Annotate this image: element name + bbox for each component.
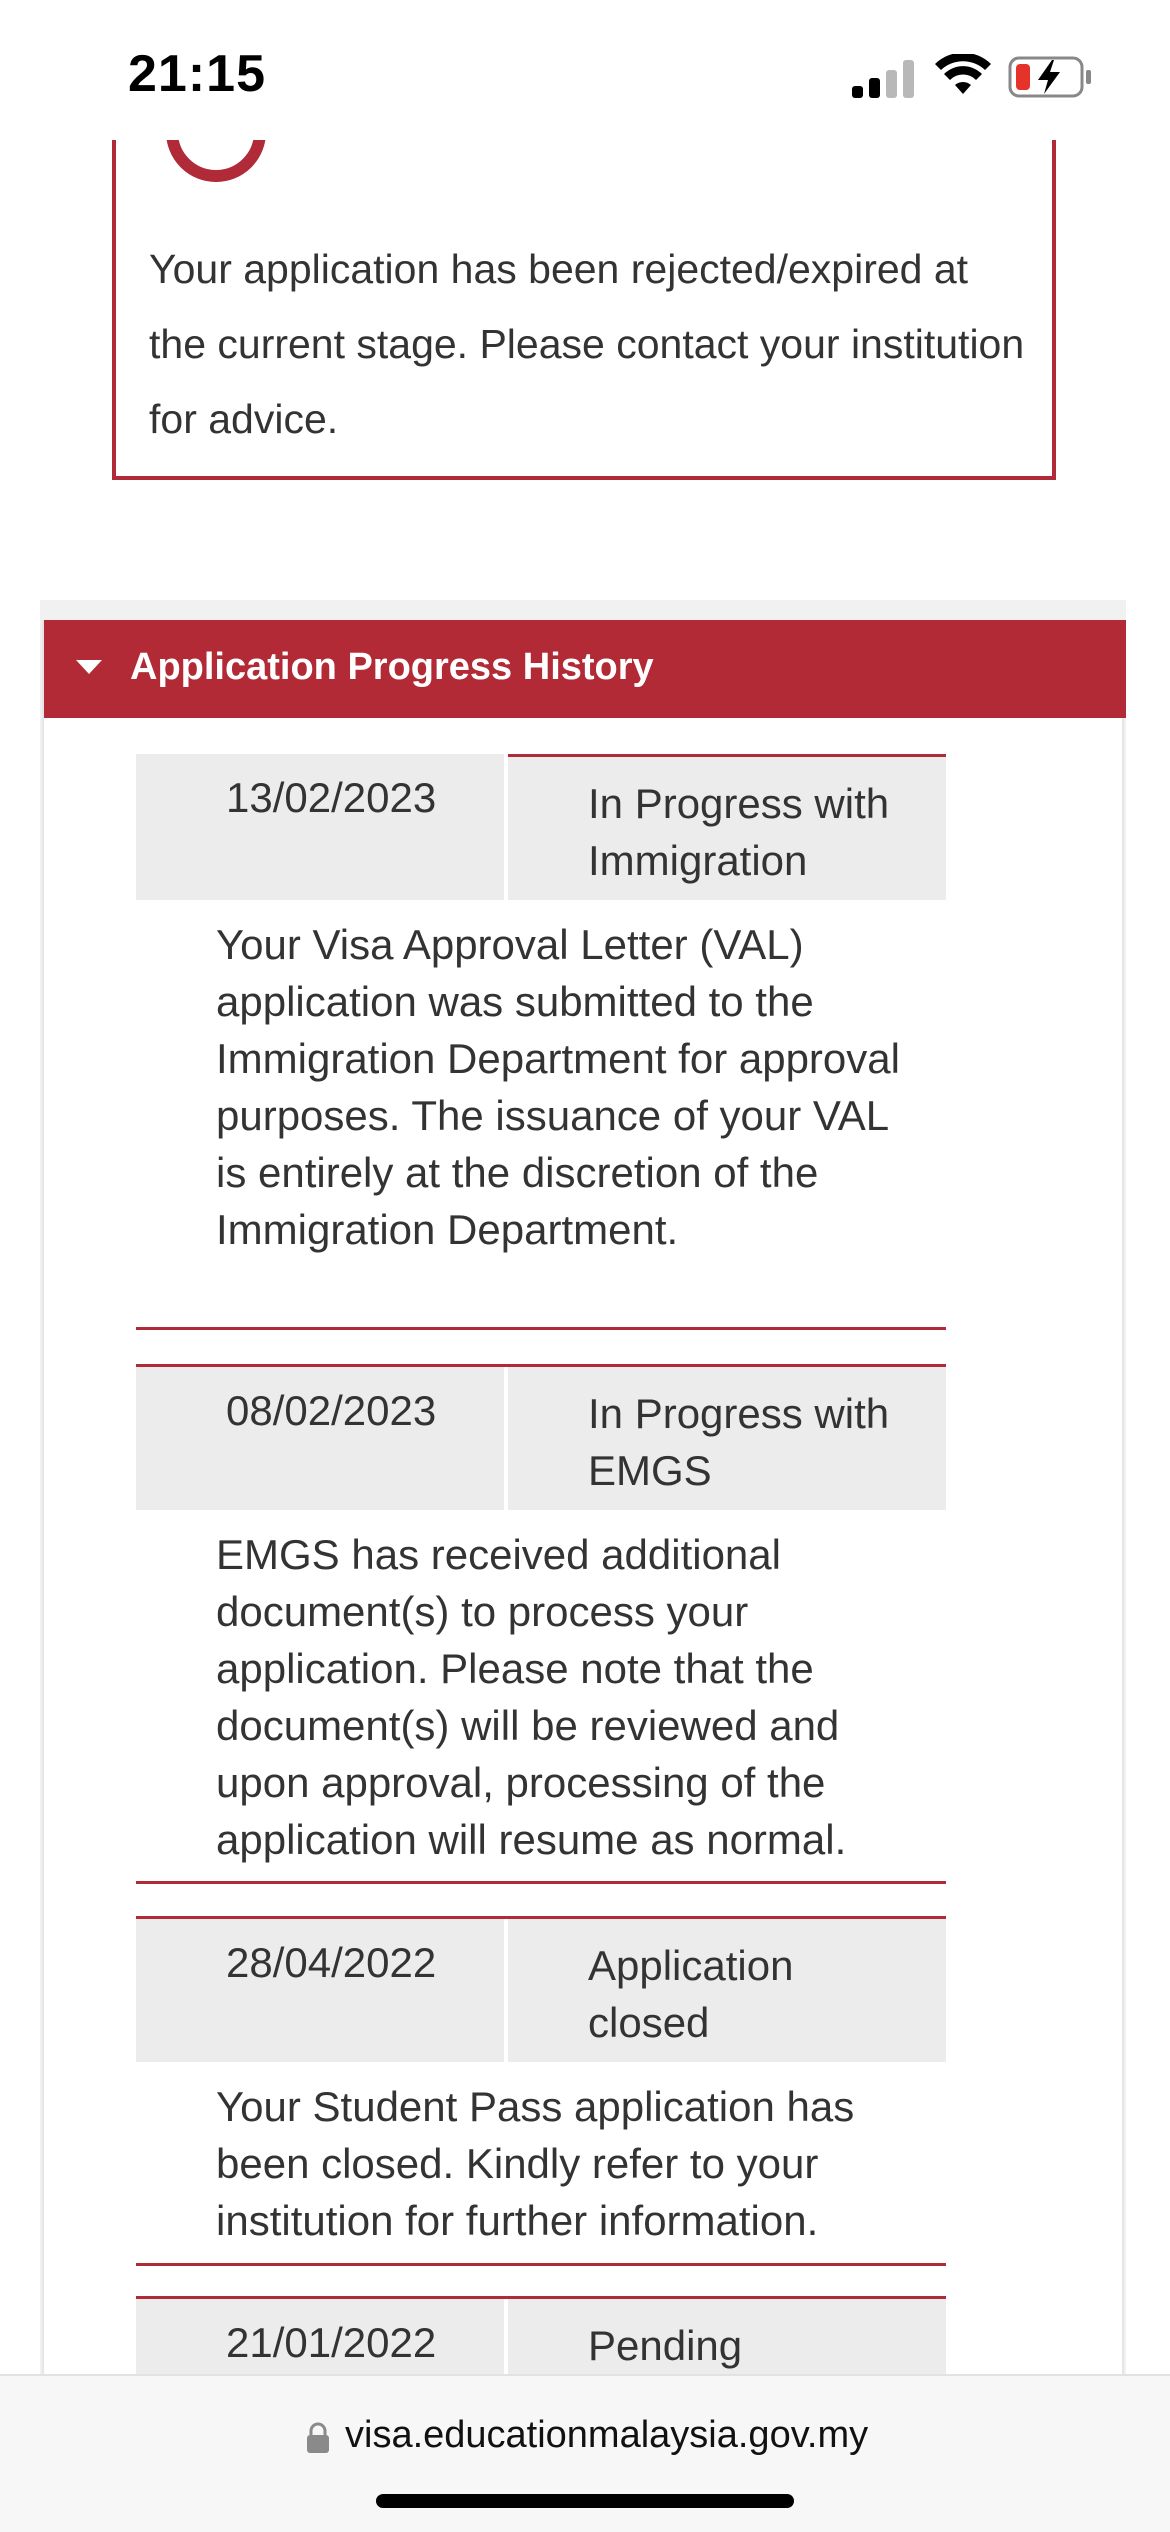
battery-charging-icon bbox=[1008, 56, 1092, 98]
status-time: 21:15 bbox=[128, 45, 266, 103]
lock-icon bbox=[306, 2422, 330, 2454]
entry-description: Your Student Pass application has been closed. Kindly refer to your institution for further information. bbox=[216, 2083, 855, 2244]
entry-date: 08/02/2023 bbox=[136, 1367, 504, 1510]
wifi-icon bbox=[934, 54, 992, 98]
entry-description: EMGS has received additional document(s) to process your application. Please note that the document(s) will be reviewed and upon approval, processing of the application will resume as normal. bbox=[216, 1531, 847, 1863]
progress-history-body bbox=[42, 620, 1124, 2532]
entry-date: 21/01/2022 bbox=[136, 2299, 504, 2442]
history-entry bbox=[136, 1916, 946, 2266]
entry-status: In Progress with EMGS bbox=[508, 1367, 946, 1510]
url-text[interactable]: visa.educationmalaysia.gov.my bbox=[345, 2414, 869, 2456]
entry-date: 28/04/2022 bbox=[136, 1919, 504, 2062]
entry-divider bbox=[136, 2263, 946, 2266]
entry-status: In Progress with Immigration bbox=[508, 757, 946, 900]
entry-divider bbox=[136, 1327, 946, 1330]
cellular-signal-icon bbox=[852, 58, 914, 98]
browser-address-bar[interactable] bbox=[0, 2374, 1170, 2532]
progress-history-panel bbox=[40, 600, 1126, 2532]
history-entry bbox=[136, 1364, 946, 1884]
rejection-message: Your application has been rejected/expired at the current stage. Please contact your institution for advice. bbox=[149, 246, 1025, 442]
entry-status: Application closed bbox=[508, 1919, 946, 2062]
entry-divider bbox=[136, 1881, 946, 1884]
status-bar bbox=[0, 0, 1170, 140]
progress-history-title: Application Progress History bbox=[130, 646, 654, 688]
rejection-notice bbox=[112, 120, 1056, 480]
home-indicator[interactable] bbox=[376, 2494, 794, 2508]
entry-description: Your Visa Approval Letter (VAL) application was submitted to the Immigration Department for approval purposes. The issuance of your VAL is entirely at the discretion of the Immigration Department. bbox=[216, 921, 900, 1253]
entry-date: 13/02/2023 bbox=[136, 754, 504, 900]
entry-status: Pending bbox=[508, 2299, 946, 2442]
caret-down-icon bbox=[76, 660, 102, 674]
history-entry bbox=[136, 754, 946, 1330]
progress-history-header[interactable] bbox=[44, 620, 1126, 718]
